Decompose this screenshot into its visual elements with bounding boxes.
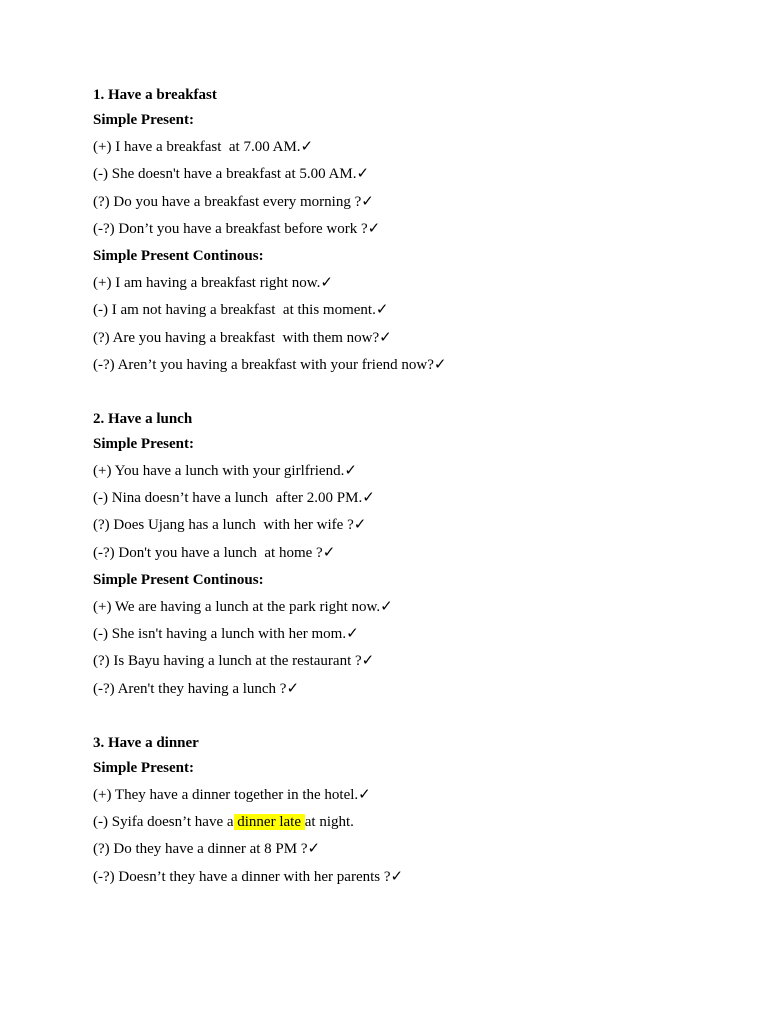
- sentence: (-?) Aren't they having a lunch ?✓: [93, 680, 300, 697]
- section-gap: [93, 706, 713, 733]
- document-page: [93, 85, 713, 894]
- sentence: (+) They have a dinner together in the hotel.✓: [93, 786, 371, 803]
- sentence: (-) Nina doesn’t have a lunch after 2.00 PM.✓: [93, 490, 375, 507]
- sentence: (-) She isn't having a lunch with her mom.✓: [93, 626, 359, 643]
- highlighted-text: dinner late: [233, 814, 305, 831]
- sentence: (+) I have a breakfast at 7.00 AM.✓: [93, 139, 314, 156]
- sentence-start: (-) Syifa doesn’t have a: [93, 814, 234, 831]
- tense-label: Simple Present:: [93, 435, 194, 452]
- section-title: 3. Have a dinner: [93, 734, 199, 751]
- section-title: 2. Have a lunch: [93, 410, 193, 427]
- tense-label: Simple Present Continous:: [93, 571, 264, 588]
- sentence-end: at night.: [304, 814, 354, 831]
- sentence: (+) I am having a breakfast right now.✓: [93, 275, 333, 292]
- sentence: (?) Does Ujang has a lunch with her wife ?✓: [93, 517, 367, 534]
- sentence: (?) Is Bayu having a lunch at the restaurant ?✓: [93, 653, 375, 670]
- sentence: (-) I am not having a breakfast at this moment.✓: [93, 302, 389, 319]
- tense-label: Simple Present Continous:: [93, 247, 264, 264]
- section-gap: [93, 382, 713, 409]
- sentence: (?) Do you have a breakfast every morning ?✓: [93, 193, 374, 210]
- sentence: (-) She doesn't have a breakfast at 5.00 AM.✓: [93, 166, 370, 183]
- tense-label: Simple Present:: [93, 759, 194, 776]
- sentence: (?) Are you having a breakfast with them now?✓: [93, 329, 392, 346]
- section-title: 1. Have a breakfast: [93, 87, 217, 103]
- sentence: (-?) Don’t you have a breakfast before work ?✓: [93, 220, 381, 237]
- sentence: (-?) Doesn’t they have a dinner with her parents ?✓: [93, 868, 404, 885]
- sentence: (-?) Don't you have a lunch at home ?✓: [93, 544, 336, 561]
- tense-label: Simple Present:: [93, 112, 194, 128]
- sentence-highlighted: [93, 812, 713, 839]
- sentence: (+) We are having a lunch at the park right now.✓: [93, 599, 393, 615]
- sentence: (?) Do they have a dinner at 8 PM ?✓: [93, 841, 321, 858]
- sentence: (-?) Aren’t you having a breakfast with your friend now?✓: [93, 356, 447, 373]
- sentence: (+) You have a lunch with your girlfriend.✓: [93, 463, 357, 480]
